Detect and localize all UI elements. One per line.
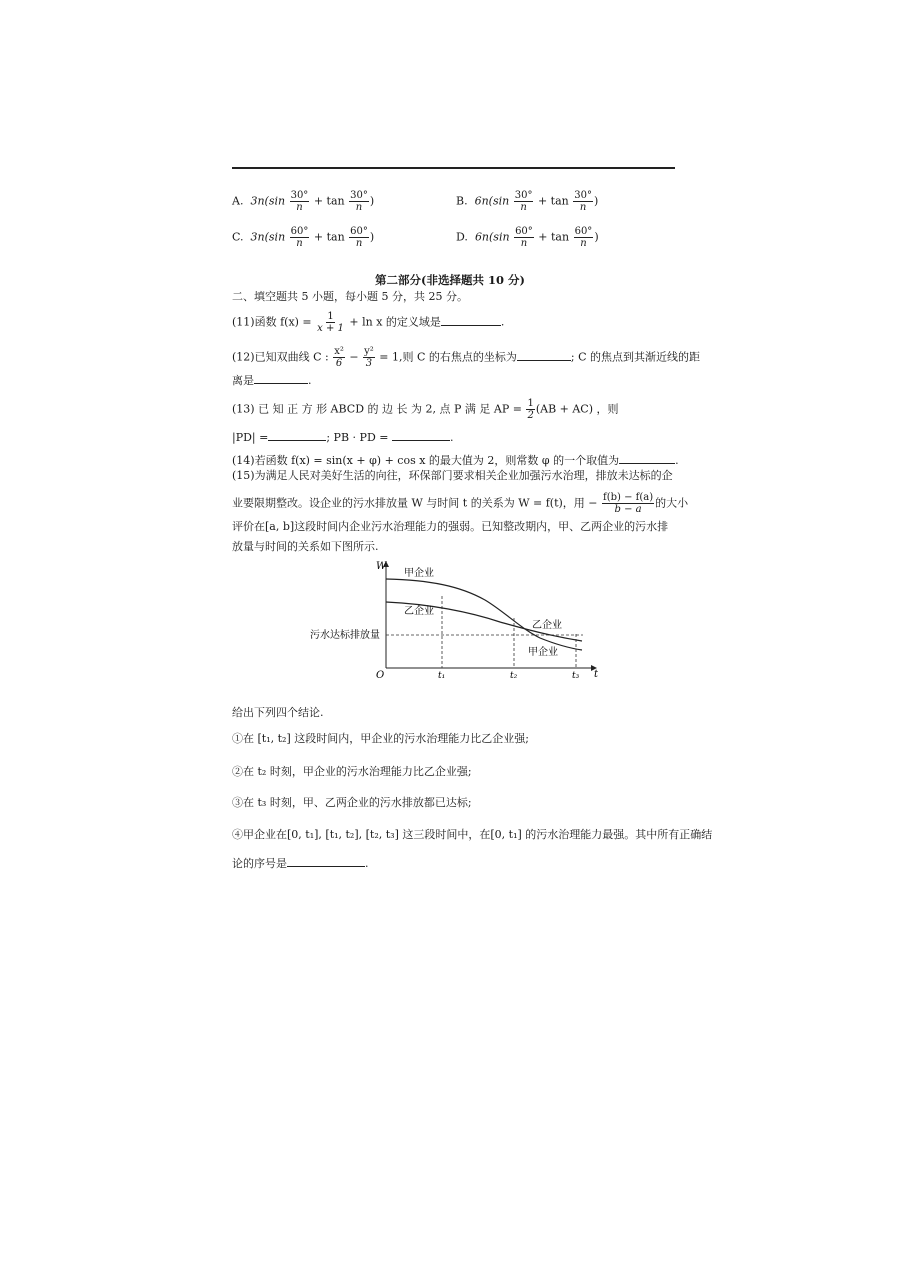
series-label-jia-top: 甲企业 — [404, 568, 434, 579]
question-13-line2 — [232, 430, 453, 445]
q12-mid: ; C 的焦点到其渐近线的距 — [570, 350, 700, 364]
conclusion-end: . — [365, 857, 369, 870]
frac-num: 60° — [350, 226, 368, 237]
answer-blank[interactable] — [287, 856, 365, 867]
frac-den: 3 — [365, 358, 373, 369]
q11-end: . — [500, 315, 505, 329]
q13-post: (AB + AC) ，则 — [535, 402, 619, 416]
frac-den: x + 1 — [317, 323, 344, 334]
frac-den: b − a — [614, 504, 642, 515]
x-tick-t3: t₃ — [572, 671, 580, 681]
series-label-yi-bottom: 乙企业 — [532, 620, 562, 631]
q13-end: . — [449, 431, 454, 444]
q12-frac-2 — [363, 346, 375, 369]
option-coef: 3n(sin — [250, 230, 286, 244]
q13-line2b: ; PB · PD = — [326, 431, 389, 444]
part-heading: 二、填空题共 5 小题，每小题 5 分，共 25 分。 — [232, 290, 468, 303]
question-12 — [232, 346, 700, 369]
top-rule — [232, 167, 675, 169]
option-letter: B. — [456, 194, 468, 208]
q11-post: + ln x 的定义域是 — [349, 315, 441, 329]
option-d — [456, 226, 599, 249]
answer-blank[interactable] — [392, 430, 450, 441]
option-close: ) — [593, 194, 599, 208]
q11-frac — [316, 311, 345, 334]
option-letter: C. — [232, 230, 244, 244]
q14-end: . — [675, 454, 679, 467]
origin-label: O — [376, 670, 385, 681]
option-a — [232, 190, 374, 213]
frac-num: 30° — [574, 190, 592, 201]
question-12-line2 — [232, 373, 312, 388]
conclusion-3: ③在 t₃ 时刻，甲、乙两企业的污水排放都已达标; — [232, 796, 472, 809]
frac-den: n — [580, 238, 587, 249]
option-frac-1 — [514, 226, 534, 249]
x-axis-label: t — [594, 669, 599, 680]
option-mid: + tan — [313, 230, 345, 244]
frac-den: n — [520, 238, 528, 249]
emission-chart — [300, 556, 610, 682]
option-coef: 6n(sin — [474, 194, 510, 208]
question-15-line2 — [232, 492, 688, 515]
q15-line2b: 的大小 — [655, 496, 689, 510]
conclusion-1: ①在 [t₁, t₂] 这段时间内，甲企业的污水治理能力比乙企业强; — [232, 732, 529, 745]
frac-num: 30° — [514, 190, 533, 201]
option-letter: A. — [232, 194, 244, 208]
q11-pre: (11)函数 f(x) = — [232, 315, 312, 329]
conclusion-4: ④甲企业在[0, t₁], [t₁, t₂], [t₂, t₃] 这三段时间中，在[0, t₁] 的污水治理能力最强。其中所有正确结 — [232, 828, 713, 841]
frac-num: 60° — [574, 226, 593, 237]
option-letter: D. — [456, 230, 468, 244]
option-frac-1 — [514, 190, 534, 213]
q15-frac — [602, 492, 654, 515]
option-frac-1 — [290, 226, 310, 249]
option-close: ) — [594, 230, 599, 244]
series-label-yi-top: 乙企业 — [404, 606, 434, 617]
frac-den: n — [296, 238, 303, 249]
x-tick-t2: t₂ — [510, 671, 518, 681]
option-frac-2 — [349, 226, 369, 249]
option-frac-1 — [290, 190, 310, 213]
q13-line2a: |PD| = — [232, 431, 269, 444]
question-15-line1: (15)为满足人民对美好生活的向往，环保部门要求相关企业加强污水治理，排放未达标的企 — [232, 469, 673, 482]
conclusion-2: ②在 t₂ 时刻，甲企业的污水治理能力比乙企业强; — [232, 765, 472, 778]
q13-pre: (13) 已 知 正 方 形 ABCD 的 边 长 为 2, 点 P 满 足 AP = — [232, 402, 522, 416]
option-b — [456, 190, 598, 213]
q14-text: (14)若函数 f(x) = sin(x + φ) + cos x 的最大值为 2，则常数 φ 的一个取值为 — [232, 454, 620, 467]
q12-post: = 1,则 C 的右焦点的坐标为 — [379, 350, 517, 364]
answer-blank[interactable] — [254, 373, 308, 384]
option-coef: 3n(sin — [250, 194, 286, 208]
conclusion-answer-line — [232, 856, 369, 871]
question-15-line4: 放量与时间的关系如下图所示. — [232, 540, 379, 553]
option-mid: + tan — [537, 194, 569, 208]
question-13 — [232, 398, 619, 421]
frac-num: 60° — [515, 226, 533, 237]
q12-pre: (12)已知双曲线 C : — [232, 350, 329, 364]
frac-num: 1 — [527, 398, 534, 409]
answer-blank[interactable] — [441, 315, 501, 326]
question-15-line3: 评价在[a, b]这段时间内企业污水治理能力的强弱。已知整改期内，甲、乙两企业的污水排 — [232, 520, 669, 533]
answer-blank[interactable] — [517, 350, 571, 361]
frac-den: n — [579, 202, 587, 213]
answer-blank[interactable] — [619, 453, 675, 464]
y-axis-label: W — [376, 561, 387, 572]
option-close: ) — [369, 230, 375, 244]
question-11 — [232, 311, 504, 334]
frac-den: 2 — [527, 410, 534, 421]
series-label-jia-bottom: 甲企业 — [528, 647, 558, 658]
frac-den: n — [355, 238, 363, 249]
option-c — [232, 226, 374, 249]
frac-num: 30° — [350, 190, 368, 201]
frac-num: 60° — [290, 226, 309, 237]
option-mid: + tan — [538, 230, 570, 244]
frac-den: 6 — [335, 358, 343, 369]
threshold-label: 污水达标排放量 — [310, 630, 380, 641]
option-frac-2 — [574, 226, 594, 249]
q15-line2a: 业要限期整改。设企业的污水排放量 W 与时间 t 的关系为 W = f(t)，用 − — [232, 496, 598, 510]
option-frac-2 — [349, 190, 369, 213]
conclusions-intro: 给出下列四个结论. — [232, 706, 324, 719]
answer-blank[interactable] — [268, 430, 326, 441]
q12-end: . — [308, 374, 312, 387]
option-coef: 6n(sin — [474, 230, 510, 244]
question-14 — [232, 453, 679, 468]
option-frac-2 — [573, 190, 593, 213]
frac-den: n — [355, 202, 363, 213]
option-close: ) — [369, 194, 375, 208]
x-tick-t1: t₁ — [438, 671, 446, 681]
frac-num: f(b) − f(a) — [603, 492, 654, 503]
q12-minus: − — [349, 350, 359, 364]
frac-num: y² — [364, 346, 374, 357]
q13-frac — [526, 398, 534, 421]
frac-num: 30° — [290, 190, 309, 201]
option-mid: + tan — [313, 194, 345, 208]
q12-line2: 离是 — [232, 374, 254, 387]
q12-frac-1 — [333, 346, 345, 369]
conclusion-answer-prompt: 论的序号是 — [232, 857, 287, 870]
frac-num: x² — [334, 346, 344, 357]
section-title: 第二部分(非选择题共 10 分) — [375, 273, 525, 287]
frac-den: n — [296, 202, 303, 213]
frac-den: n — [520, 202, 527, 213]
frac-num: 1 — [327, 311, 334, 322]
